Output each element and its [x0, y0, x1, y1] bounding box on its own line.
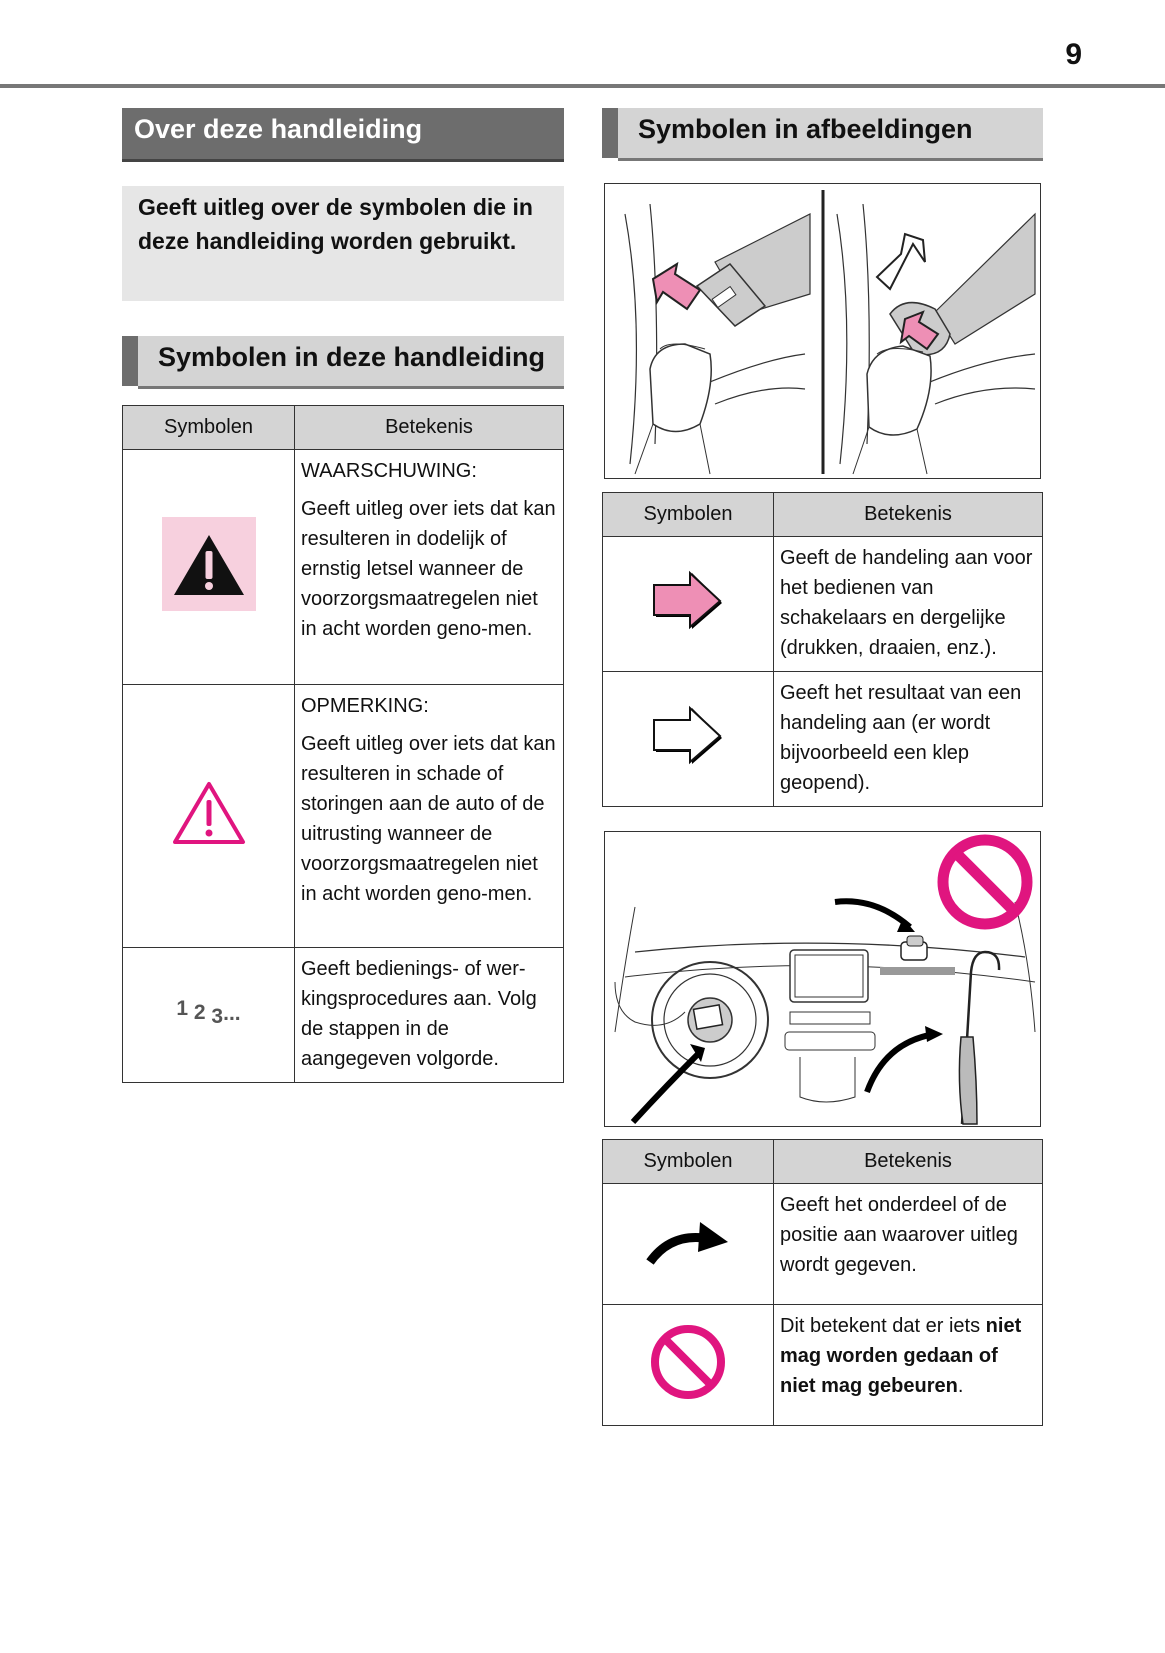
pointer-curved-arrow-icon: [646, 1216, 730, 1266]
table-header-row: [603, 1140, 1043, 1184]
table-row: [603, 672, 1043, 807]
image-symbols-table-2: [602, 1139, 1043, 1426]
table-row: [603, 1184, 1043, 1305]
top-rule: [0, 84, 1165, 88]
symbol-cell: [603, 1184, 774, 1305]
symbol-cell: [123, 685, 295, 948]
subsection-title-symbolen: Symbolen in deze handleiding: [122, 336, 564, 386]
symbol-cell: [603, 537, 774, 672]
prohibition-icon: [649, 1323, 727, 1401]
meaning-cell: [774, 1305, 1043, 1426]
prohibition-text: Dit betekent dat er iets niet mag worden gedaan of niet mag gebeuren.: [780, 1315, 1022, 1397]
warning-triangle-filled-icon: [162, 517, 256, 611]
warning-title: WAARSCHUWING:: [301, 460, 477, 482]
section-title-over-deze-handleiding: Over deze handleiding: [122, 108, 564, 159]
intro-box: Geeft uitleg over de symbolen die in deze handleiding worden gebruikt.: [122, 186, 564, 301]
meaning-cell: [774, 1184, 1043, 1305]
pink-action-arrow-icon: [650, 569, 726, 633]
table-row: [123, 685, 564, 948]
meaning-cell: [295, 948, 564, 1083]
warning-triangle-outline-icon: [171, 780, 247, 846]
table-row: [123, 450, 564, 685]
steps-text: Geeft bedienings- of wer-kingsprocedures aan. Volg de stappen in de aangegeven volgorde.: [301, 958, 537, 1070]
warning-text: Geeft uitleg over iets dat kan resulteren in dodelijk of ernstig letsel wanneer de voorzorgsmaatregelen niet in acht worden geno-men.: [301, 498, 556, 640]
table-header-row: [123, 406, 564, 450]
header-betekenis: Betekenis: [774, 1140, 1043, 1184]
action-arrow-text: Geeft de handeling aan voor het bedienen van schakelaars en dergelijke (drukken, draaien, enz.).: [780, 547, 1033, 659]
outline-result-arrow-icon: [650, 704, 726, 768]
image-symbols-table-1: [602, 492, 1043, 807]
notice-text: Geeft uitleg over iets dat kan resulteren in schade of storingen aan de auto of de uitrusting wanneer de voorzorgsmaatregelen niet in acht worden geno-men.: [301, 733, 556, 905]
symbol-cell: [123, 450, 295, 685]
page-number: 9: [1065, 38, 1082, 71]
header-symbolen: Symbolen: [603, 493, 774, 537]
symbol-cell: [603, 672, 774, 807]
dashboard-illustration: [604, 831, 1041, 1127]
table-row: [123, 948, 564, 1083]
meaning-cell: [774, 672, 1043, 807]
notice-title: OPMERKING:: [301, 695, 429, 717]
result-arrow-text: Geeft het resultaat van een handeling aan (er wordt bijvoorbeeld een klep geopend).: [780, 682, 1022, 794]
meaning-cell: [295, 450, 564, 685]
header-symbolen: Symbolen: [123, 406, 295, 450]
symbols-table: [122, 405, 564, 1083]
pointer-arrow-text: Geeft het onderdeel of de positie aan waarover uitleg wordt gegeven.: [780, 1194, 1018, 1276]
table-row: [603, 1305, 1043, 1426]
section-title-symbolen-in-afbeeldingen: Symbolen in afbeeldingen: [602, 108, 1043, 158]
header-betekenis: Betekenis: [774, 493, 1043, 537]
meaning-cell: [295, 685, 564, 948]
table-row: [603, 537, 1043, 672]
step-numbers-icon: 1 2 3...: [176, 997, 241, 1028]
header-betekenis: Betekenis: [295, 406, 564, 450]
symbol-cell: [123, 948, 295, 1083]
seatbelt-illustration: [604, 183, 1041, 479]
symbol-cell: [603, 1305, 774, 1426]
meaning-cell: [774, 537, 1043, 672]
header-symbolen: Symbolen: [603, 1140, 774, 1184]
table-header-row: [603, 493, 1043, 537]
